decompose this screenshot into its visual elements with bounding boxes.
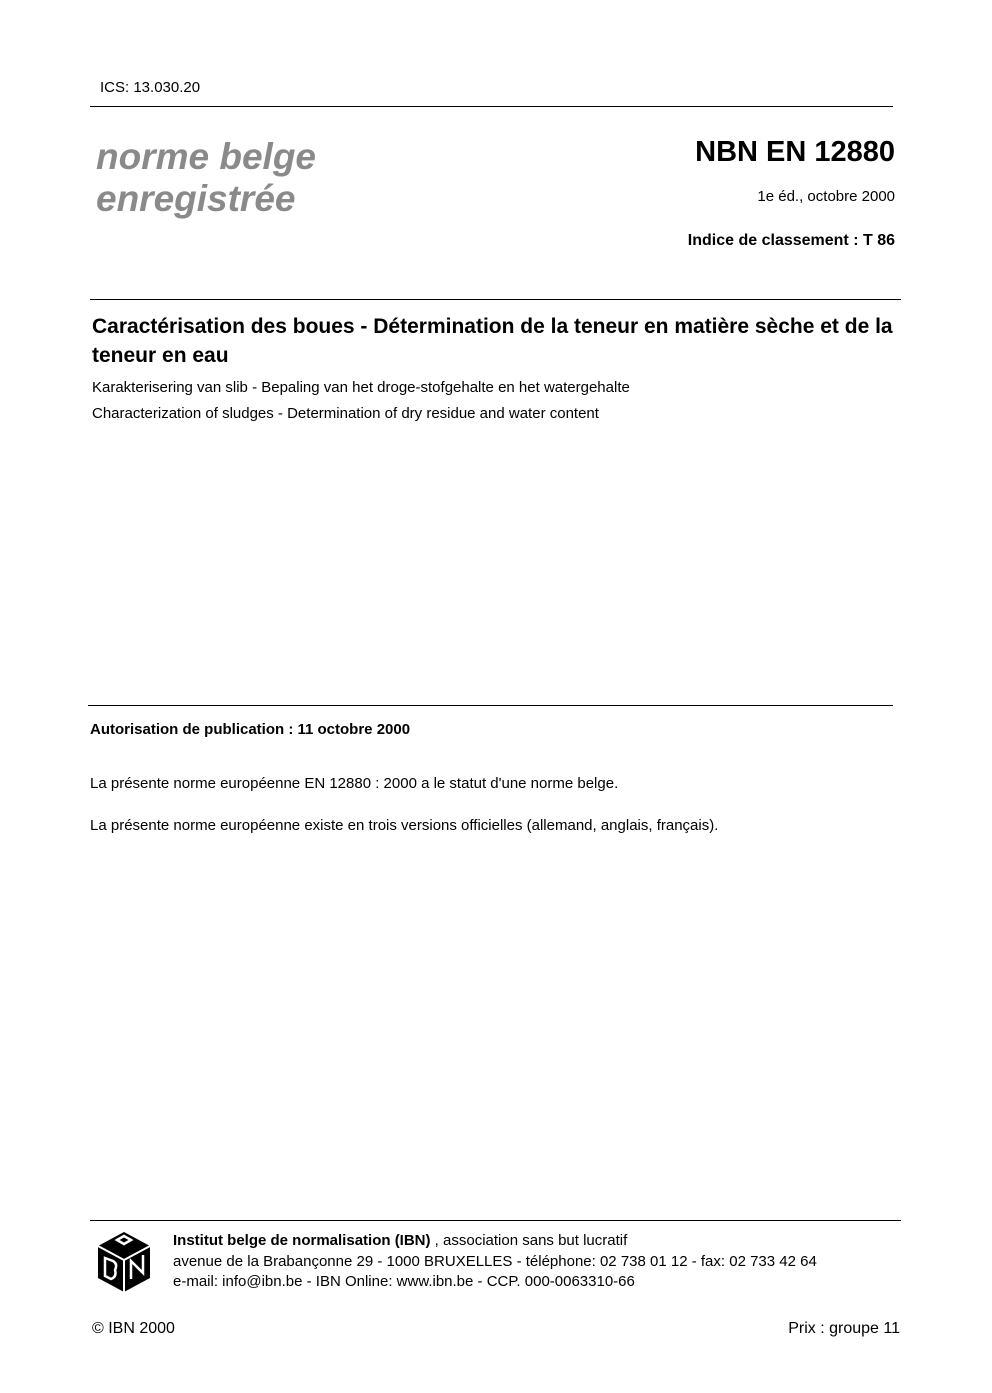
ics-code: ICS: 13.030.20 xyxy=(100,79,201,96)
institute-suffix: , association sans but lucratif xyxy=(430,1232,628,1249)
title-dutch: Karakterisering van slib - Bepaling van het droge-stofgehalte en het watergehalte xyxy=(92,379,630,396)
edition-date: 1e éd., octobre 2000 xyxy=(757,188,895,205)
body-divider xyxy=(88,705,893,706)
ibn-logo-icon xyxy=(97,1231,151,1293)
price-group: Prix : groupe 11 xyxy=(788,1320,900,1337)
versions-statement: La présente norme européenne existe en trois versions officielles (allemand, anglais, français). xyxy=(90,817,719,834)
title-french: Caractérisation des boues - Détermination de la teneur en matière sèche et de la teneur en eau xyxy=(92,315,893,367)
institute-name: Institut belge de normalisation (IBN) xyxy=(173,1232,431,1249)
classification-index: Indice de classement : T 86 xyxy=(687,232,895,249)
institute-address: avenue de la Brabançonne 29 - 1000 BRUXELLES - téléphone: 02 738 01 12 - fax: 02 733 42 64 xyxy=(173,1253,817,1270)
status-statement: La présente norme européenne EN 12880 : 2000 a le statut d'une norme belge. xyxy=(90,775,619,792)
title-divider xyxy=(90,299,901,300)
header-divider xyxy=(90,106,893,107)
title-english: Characterization of sludges - Determination of dry residue and water content xyxy=(92,405,599,422)
standard-number: NBN EN 12880 xyxy=(695,136,895,168)
brand-title xyxy=(96,136,316,220)
brand-line-1: norme belge xyxy=(96,136,316,177)
footer-divider xyxy=(90,1220,901,1221)
institute-contact: e-mail: info@ibn.be - IBN Online: www.ibn.be - CCP. 000-0063310-66 xyxy=(173,1273,635,1290)
institute-line xyxy=(173,1232,627,1249)
brand-line-2: enregistrée xyxy=(96,178,296,219)
copyright: © IBN 2000 xyxy=(92,1320,175,1337)
publication-authorization: Autorisation de publication : 11 octobre 2000 xyxy=(90,721,411,738)
